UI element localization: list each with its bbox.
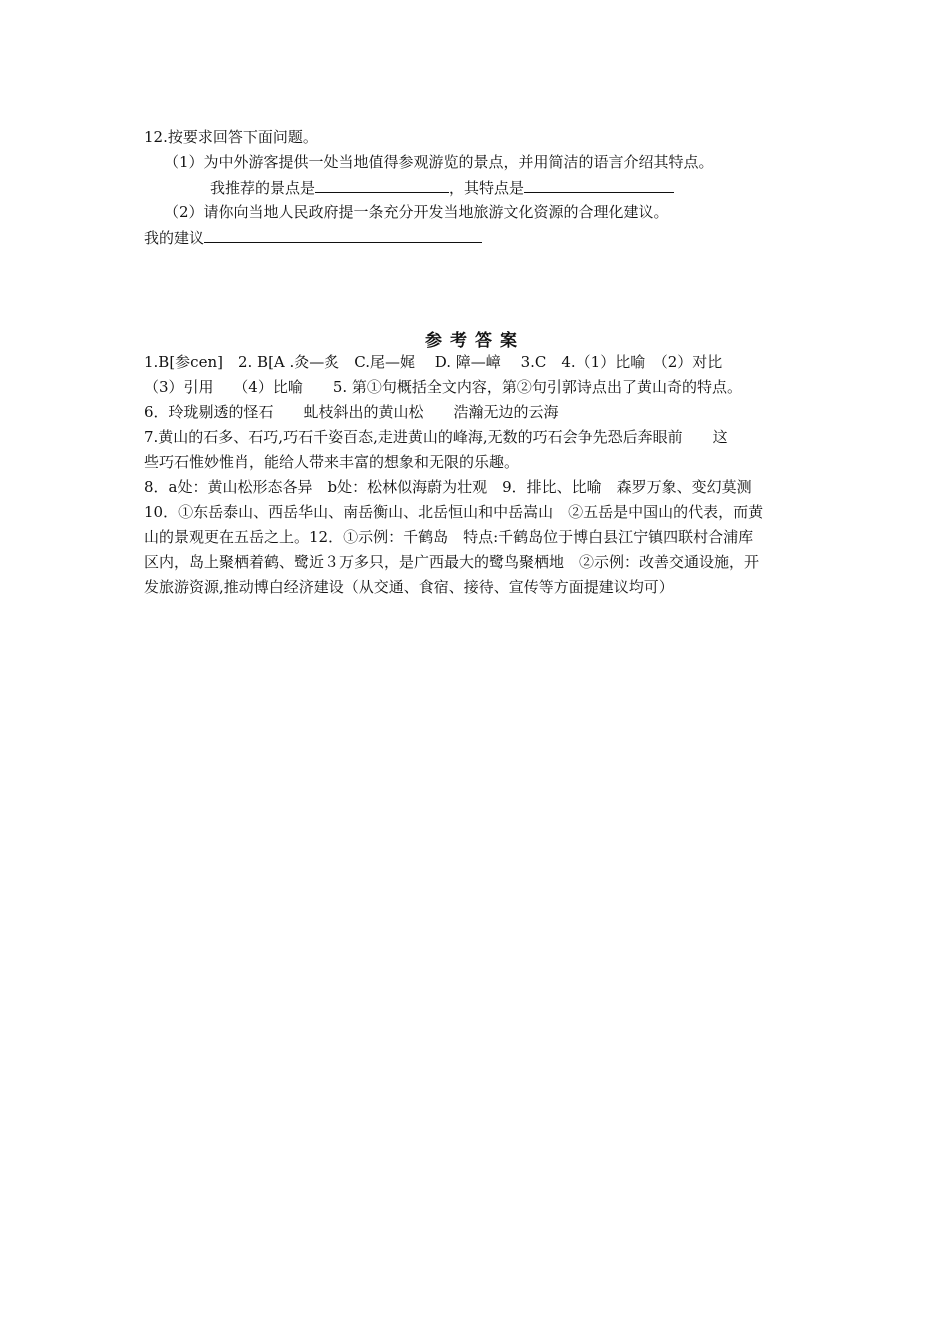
question-12-part-2: （2）请你向当地人民政府提一条充分开发当地旅游文化资源的合理化建议。 [164,203,669,221]
answer-line: 10．①东岳泰山、西岳华山、南岳衡山、北岳恒山和中岳嵩山 ②五岳是中国山的代表，而黄 [144,503,764,521]
suggestion-label: 我的建议 [144,229,205,247]
suggestion-line [144,226,482,249]
answer-line: 6．玲珑剔透的怪石 虬枝斜出的黄山松 浩瀚无边的云海 [144,403,559,421]
answer-line: 7.黄山的石多、石巧,巧石千姿百态,走进黄山的峰海,无数的巧石会争先恐后奔眼前 这 [144,428,728,446]
feature-blank[interactable] [524,176,674,193]
answer-line: 些巧石惟妙惟肖，能给人带来丰富的想象和无限的乐趣。 [144,453,520,471]
recommend-label: 我推荐的景点是 [210,179,316,197]
answer-line: 发旅游资源,推动博白经济建设（从交通、食宿、接待、宣传等方面提建议均可） [144,578,674,596]
recommend-line [210,176,674,199]
recommend-blank[interactable] [315,176,449,193]
answers-title: 参考答案 [425,331,525,351]
suggestion-blank[interactable] [204,226,482,243]
answer-line: （3）引用 （4）比喻 5. 第①句概括全文内容，第②句引郭诗点出了黄山奇的特点。 [144,378,742,396]
answer-line: 8．a处：黄山松形态各异 b处：松林似海蔚为壮观 9．排比、比喻 森罗万象、变幻莫测 [144,478,752,496]
question-12-heading: 12.按要求回答下面问题。 [144,128,318,146]
answer-line: 山的景观更在五岳之上。12．①示例：千鹤岛 特点:千鹤岛位于博白县江宁镇四联村合浦库 [144,528,754,546]
question-12-part-1: （1）为中外游客提供一处当地值得参观游览的景点，并用简洁的语言介绍其特点。 [164,153,714,171]
answer-line: 区内，岛上聚栖着鹤、鹭近３万多只，是广西最大的鹭鸟聚栖地 ②示例：改善交通设施，开 [144,553,760,571]
answer-line: 1.B[参cen] 2. B[A .灸—炙 C.尾—娓 D. 障—嶂 3.C 4.（1）比喻 （2）对比 [144,353,723,371]
feature-label: ，其特点是 [449,179,525,197]
